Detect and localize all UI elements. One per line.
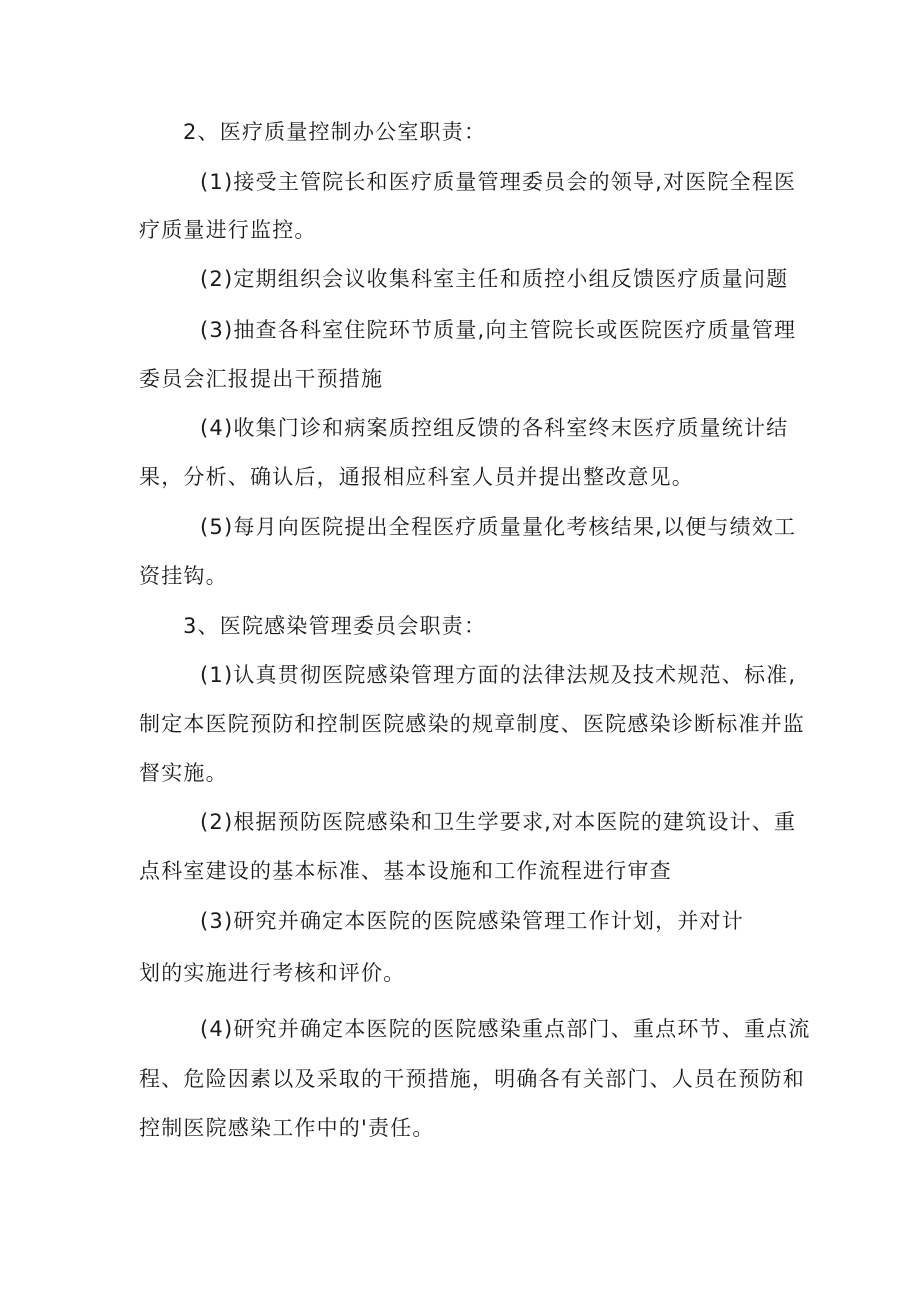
section-3-item-2-line-1: (2)根据预防医院感染和卫生学要求,对本医院的建筑设计、重 <box>200 810 797 834</box>
section-3-item-4-line-3: 控制医院感染工作中的'责任。 <box>139 1116 435 1140</box>
section-3-item-1-line-3: 督实施。 <box>139 761 228 785</box>
section-3-item-3-line-1: (3)研究并确定本医院的医院感染管理工作计划，并对计 <box>200 909 744 933</box>
section-3-item-3-line-2: 划的实施进行考核和评价。 <box>139 961 406 985</box>
section-2-item-3-line-2: 委员会汇报提出干预措施 <box>139 367 384 391</box>
section-3-item-1-line-2: 制定本医院预防和控制医院感染的规章制度、医院感染诊断标准并监 <box>139 712 805 736</box>
section-2-item-4-line-2: 果，分析、确认后，通报相应科室人员并提出整改意见。 <box>139 465 694 489</box>
section-2-item-1-line-1: (1)接受主管院长和医疗质量管理委员会的领导,对医院全程医 <box>200 170 797 194</box>
section-2-item-2-line-1: (2)定期组织会议收集科室主任和质控小组反馈医疗质量问题 <box>200 267 789 291</box>
section-2-item-1-line-2: 疗质量进行监控。 <box>139 218 317 242</box>
section-2-item-3-line-1: (3)抽查各科室住院环节质量,向主管院长或医院医疗质量管理 <box>200 318 797 342</box>
section-2-item-5-line-1: (5)每月向医院提出全程医疗质量量化考核结果,以便与绩效工 <box>200 515 797 539</box>
section-3-heading: 3、医院感染管理委员会职责： <box>183 614 487 638</box>
section-2-heading: 2、医疗质量控制办公室职责： <box>183 120 487 144</box>
section-2-item-4-line-1: (4)收集门诊和病案质控组反馈的各科室终末医疗质量统计结 <box>200 416 789 440</box>
section-3-item-4-line-2: 程、危险因素以及采取的干预措施，明确各有关部门、人员在预防和 <box>139 1067 805 1091</box>
section-3-item-4-line-1: (4)研究并确定本医院的医院感染重点部门、重点环节、重点流 <box>200 1017 811 1041</box>
section-2-item-5-line-2: 资挂钩。 <box>139 564 228 588</box>
section-3-item-1-line-1: (1)认真贯彻医院感染管理方面的法律法规及技术规范、标准, <box>200 663 797 687</box>
section-3-item-2-line-2: 点科室建设的基本标准、基本设施和工作流程进行审查 <box>139 859 672 883</box>
